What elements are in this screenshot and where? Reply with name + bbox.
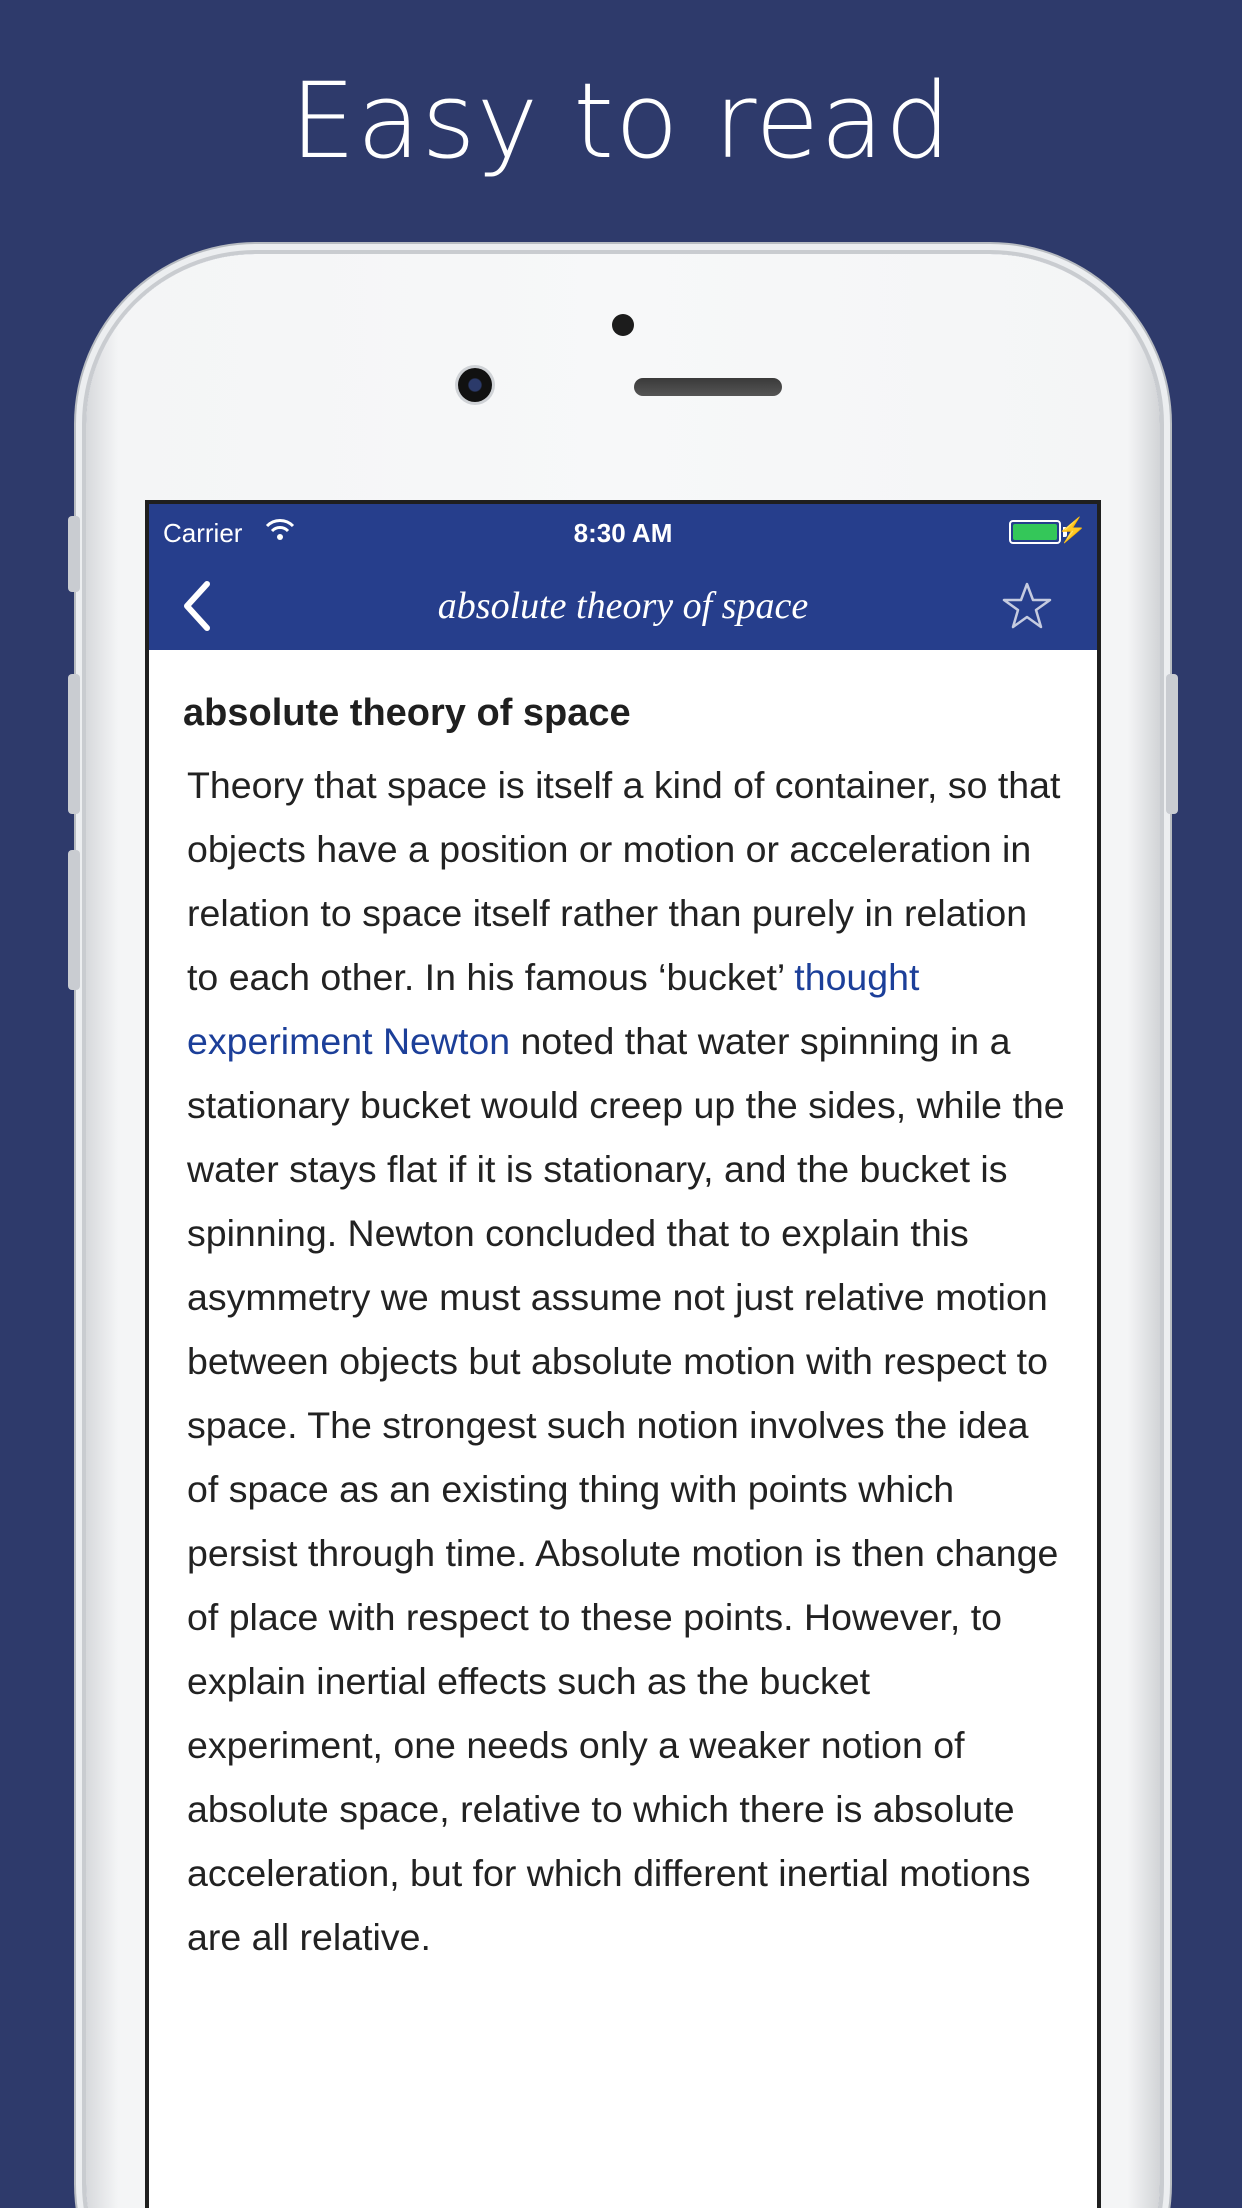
volume-down-button bbox=[68, 850, 80, 990]
entry-content bbox=[149, 650, 1097, 1969]
front-camera bbox=[458, 368, 492, 402]
battery-icon bbox=[1009, 520, 1061, 544]
link-newton[interactable]: Newton bbox=[382, 1020, 511, 1062]
earpiece-speaker bbox=[634, 378, 782, 396]
phone-screen bbox=[145, 500, 1101, 2208]
proximity-sensor bbox=[612, 314, 634, 336]
phone-frame bbox=[86, 254, 1160, 2208]
bolt-icon: ⚡ bbox=[1057, 517, 1087, 544]
clock: 8:30 AM bbox=[573, 518, 673, 548]
entry-text-part-1: Theory that space is itself a kind of container, so that objects have a position or motion or acceleration in relation to space itself rather than purely in relation to each other. In his famous ‘bucket’ bbox=[187, 764, 1061, 998]
carrier-label: Carrier bbox=[163, 518, 243, 548]
power-button bbox=[1166, 674, 1178, 814]
star-outline-icon bbox=[1002, 581, 1052, 631]
navigation-bar bbox=[149, 562, 1097, 650]
entry-body bbox=[183, 753, 1065, 1969]
status-bar bbox=[149, 504, 1097, 562]
entry-text-part-2: noted that water spinning in a stationary bucket would creep up the sides, while the water stays flat if it is stationary, and the bucket is spinning. Newton concluded that to explain this asymmetry we must assume not just relative motion between objects but absolute motion with respect to space. The strongest such notion involves the idea of space as an existing thing with points which persist through time. Absolute motion is then change of place with respect to these points. However, to explain inertial effects such as the bucket experiment, one needs only a weaker notion of absolute space, relative to which there is absolute acceleration, but for which different inertial motions are all relative. bbox=[187, 1020, 1065, 1958]
volume-up-button bbox=[68, 674, 80, 814]
mute-switch bbox=[68, 516, 80, 592]
favorite-button[interactable] bbox=[999, 578, 1055, 634]
entry-title: absolute theory of space bbox=[183, 692, 631, 734]
nav-title: absolute theory of space bbox=[437, 585, 809, 627]
link-thought-experiment[interactable]: thought experiment bbox=[187, 956, 920, 1062]
promo-headline: Easy to read bbox=[290, 60, 952, 182]
